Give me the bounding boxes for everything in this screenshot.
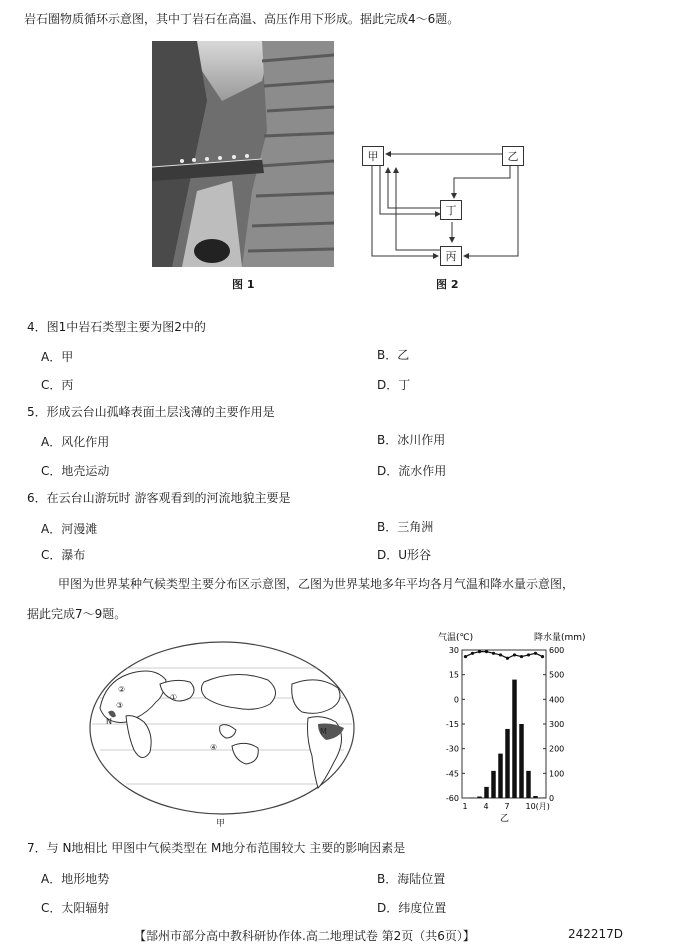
precip-bar [477,797,481,798]
map-label-3: ③ [116,701,124,710]
temperature-point [527,653,530,656]
precip-bar [526,771,530,798]
q5-option-a[interactable]: A．风化作用 [41,435,110,449]
temperature-point [478,650,481,653]
q6-option-c[interactable]: C．瀑布 [41,548,86,562]
world-map-jia [86,638,358,829]
month-tick-label: 4 [483,802,489,811]
q5-option-b[interactable]: B．冰川作用 [377,433,446,447]
figure-1-caption: 图 1 [232,278,255,291]
month-tick-label: 10(月) [525,802,550,811]
precip-bar [484,787,488,798]
temperature-point [506,657,509,660]
temp-tick-label: 15 [448,670,459,680]
temp-tick-label: -30 [445,744,459,754]
chart-caption: 乙 [500,814,510,824]
q4-option-a[interactable]: A．甲 [41,350,74,364]
precip-tick-label: 300 [549,720,565,729]
q5-stem: 5．形成云台山孤峰表面土层浅薄的主要作用是 [27,405,275,419]
node-jia: 甲 [362,146,384,166]
precip-bar [512,680,516,798]
q7-option-a[interactable]: A．地形地势 [41,872,110,886]
precip-tick-label: 0 [549,794,555,803]
q4-option-d[interactable]: D．丁 [377,378,411,392]
footer-code: 242217D [568,927,624,941]
temperature-point [513,653,516,656]
map-label-2: ② [118,685,126,694]
q4-option-c[interactable]: C．丙 [41,378,74,392]
precip-bar [533,796,537,798]
temperature-point [541,655,544,658]
node-ding: 丁 [440,200,462,220]
q7-option-b[interactable]: B．海陆位置 [377,872,446,886]
temp-tick-label: -45 [445,769,459,779]
temp-tick-label: -15 [445,720,459,729]
node-yi: 乙 [502,146,524,166]
precip-bar [498,754,502,798]
figure-2-caption: 图 2 [436,278,459,291]
precip-axis-label: 降水量(mm) [534,633,586,643]
temp-axis-label: 气温(℃) [438,633,474,643]
q5-option-c[interactable]: C．地壳运动 [41,464,110,478]
temp-tick-label: 0 [453,695,459,705]
precip-bar [491,771,495,798]
precip-tick-label: 100 [549,769,565,779]
q6-stem: 6．在云台山游玩时 游客观看到的河流地貌主要是 [27,491,291,505]
temp-tick-label: 30 [448,646,459,655]
precip-bar [519,724,523,798]
month-tick-label: 1 [462,802,468,811]
climate-chart-yi [434,628,620,824]
footer-text: 【郜州市部分高中教科研协作体.高二地理试卷 第2页（共6页）】 [134,929,475,943]
q4-stem: 4．图1中岩石类型主要为图2中的 [27,320,206,334]
rock-gorge-photo [152,41,334,267]
temperature-line [466,652,543,659]
temperature-point [464,655,467,658]
month-tick-label: 7 [504,802,510,811]
q5-option-d[interactable]: D．流水作用 [377,464,447,478]
precip-tick-label: 200 [549,744,565,754]
q4-option-b[interactable]: B．乙 [377,348,410,362]
temperature-point [520,655,523,658]
q6-option-d[interactable]: D．U形谷 [377,548,432,562]
intro-text-2-cont: 据此完成7～9题。 [27,607,127,621]
temperature-point [492,652,495,655]
intro-text-1: 岩石圈物质循环示意图，其中丁岩石在高温、高压作用下形成。据此完成4～6题。 [24,12,460,26]
map-label-n: N [106,717,112,726]
chart-frame [462,650,546,798]
precip-tick-label: 400 [549,695,565,705]
map-label-1: ① [170,693,178,702]
q6-option-b[interactable]: B．三角洲 [377,520,434,534]
q7-stem: 7．与 N地相比 甲图中气候类型在 M地分布范围较大 主要的影响因素是 [27,841,406,855]
map-caption: 甲 [216,819,226,829]
temperature-point [485,650,488,653]
precip-tick-label: 600 [549,646,565,655]
map-label-4: ④ [210,743,218,752]
precip-tick-label: 500 [549,670,565,680]
temp-tick-label: -60 [445,794,459,803]
q6-option-a[interactable]: A．河漫滩 [41,522,98,536]
temperature-point [471,652,474,655]
temperature-point [534,652,537,655]
intro-text-2: 甲图为世界某种气候类型主要分布区示意图，乙图为世界某地多年平均各月气温和降水量示意图， [58,577,575,591]
q7-option-c[interactable]: C．太阳辐射 [41,901,110,915]
node-bing: 丙 [440,246,462,266]
precip-bar [505,729,509,798]
map-label-m: M [320,727,327,736]
temperature-point [499,653,502,656]
q7-option-d[interactable]: D．纬度位置 [377,901,447,915]
